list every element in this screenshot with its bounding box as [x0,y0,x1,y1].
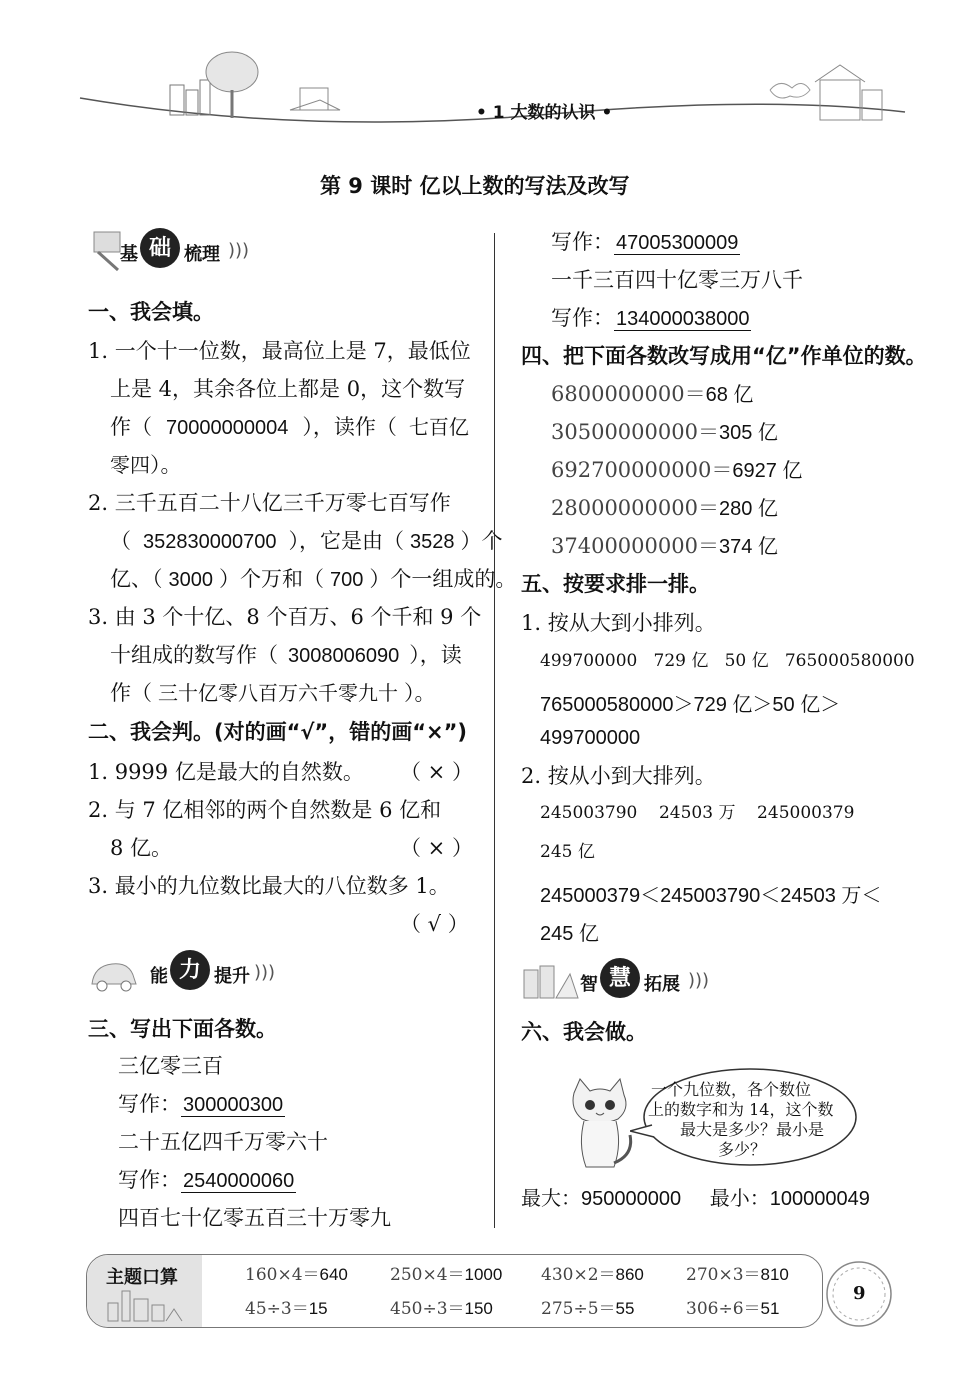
part2-q2-line1: 2. 与 7 亿相邻的两个自然数是 6 亿和 [88,798,442,822]
part2-q2-line2: 8 亿。 [110,836,173,860]
part2-q3: 3. 最小的九位数比最大的八位数多 1。 [88,874,450,898]
part6-heading: 六、我会做。 [521,1020,647,1044]
city-icon [100,1285,190,1323]
section-jichu-badge: 础 [140,228,180,268]
section-zhihui-char1: 智 [580,974,598,995]
part1-q1-line4: 零四）。 [110,453,182,477]
part6-answer: 最大：950000000 最小：100000049 [521,1186,870,1210]
part3-item4-words: 一千三百四十亿零三万八千 [551,268,803,292]
cat-illustration [560,1075,640,1175]
part4-heading: 四、把下面各数改写成用“亿”作单位的数。 [521,344,927,368]
part4-row: 28000000000＝280 亿 [551,496,778,520]
part3-item1-words: 三亿零三百 [118,1054,223,1078]
section-zhihui-badge: 慧 [600,958,640,998]
books-icon [520,960,580,1002]
part2-q1: 1. 9999 亿是最大的自然数。 [88,760,364,784]
part1-q1-line2: 上是 4，其余各位上都是 0，这个数写 [110,377,466,401]
q1-answer-number: 70000000004 [166,417,289,439]
part2-q2-answer: （ × ） [400,836,473,860]
part4-row: 37400000000＝374 亿 [551,534,778,558]
footer-calc: 275÷5＝55 [541,1299,635,1319]
section-jichu: 基 础 梳理 ))) [88,228,288,272]
part2-q1-answer: （ × ） [400,760,473,784]
part5-q1-answer1: 765000580000＞729 亿＞50 亿＞ [540,694,841,716]
section-jichu-char1: 基 [120,244,138,265]
part5-q2-numbers2: 245 亿 [540,842,595,862]
footer-calc: 250×4＝1000 [390,1265,503,1285]
section-nengli-badge: 力 [170,950,210,990]
part5-q2: 2. 按从小到大排列。 [521,764,716,788]
column-divider [494,233,495,1228]
footer-calc: 430×2＝860 [541,1265,644,1285]
bubble-line4: 多少？ [718,1140,767,1159]
part1-q3-line2: 十组成的数写作（ 3008006090 ），读 [110,643,462,667]
part1-heading: 一、我会填。 [88,300,214,324]
q1-answer-reading: 七百亿 [408,415,469,439]
part5-q2-numbers: 245003790 24503 万 245000379 [540,803,855,823]
footer-calc: 306÷6＝51 [686,1299,780,1319]
part1-q2-line2: （ 352830000700 ），它是由（ 3528 ）个 [110,529,503,553]
part3-item1-answer: 写作： 300000300 [118,1092,284,1116]
footer-calc: 270×3＝810 [686,1265,789,1285]
part1-q3-line3: 作（ 三十亿零八百万六千零九十 ）。 [110,681,436,705]
part3-item2-words: 二十五亿四千万零六十 [118,1130,328,1154]
part3-item4-answer: 写作： 134000038000 [551,306,750,330]
part5-q2-answer1: 245000379＜245003790＜24503 万＜ [540,885,882,907]
page-title: 第 9 课时 亿以上数的写法及改写 [320,174,630,198]
bubble-line3: 最大是多少？最小是 [680,1120,825,1139]
part5-heading: 五、按要求排一排。 [521,572,710,596]
part3-item3-answer: 写作： 47005300009 [551,230,739,254]
part2-heading: 二、我会判。(对的画“√”，错的画“×”) [88,720,468,744]
section-jichu-label: 梳理 [184,244,220,265]
section-nengli-char1: 能 [150,966,168,987]
part3-item2-answer: 写作： 2540000060 [118,1168,295,1192]
section-zhihui: 智 慧 拓展 ))) [520,958,730,1002]
part4-row: 6800000000＝68 亿 [551,382,754,406]
footer-label: 主题口算 [106,1267,178,1288]
part2-q3-answer: （ √ ） [400,912,469,936]
part1-q2-line3: 亿、（ 3000 ）个万和（ 700 ）个一组成的。 [110,567,517,591]
part3-heading: 三、写出下面各数。 [88,1017,277,1041]
footer-calc: 45÷3＝15 [245,1299,328,1319]
section-nengli: 能 力 提升 ))) [88,950,288,994]
unit-header: • 1 大数的认识 • [476,103,613,123]
part3-item3-words: 四百七十亿零五百三十万零九 [118,1206,391,1230]
part1-q1-line3: 作（ 70000000004 ），读作（ 七百亿 [110,415,469,439]
bubble-line2: 上的数字和为 14，这个数 [648,1100,834,1119]
part1-q2-line1: 2. 三千五百二十八亿三千万零七百写作 [88,491,451,515]
part4-row: 692700000000＝6927 亿 [551,458,803,482]
bubble-line1: 一个九位数，各个数位 [651,1080,812,1099]
section-zhihui-label: 拓展 [644,974,680,995]
page-number: 9 [853,1283,866,1304]
part5-q1: 1. 按从大到小排列。 [521,611,716,635]
part1-q1-line1: 1. 一个十一位数，最高位上是 7，最低位 [88,339,471,363]
part4-row: 30500000000＝305 亿 [551,420,778,444]
part5-q2-answer2: 245 亿 [540,923,599,945]
part5-q1-answer2: 499700000 [540,727,641,749]
footer-calc: 160×4＝640 [245,1265,348,1285]
footer-calc: 450÷3＝150 [390,1299,493,1319]
part1-q3-line1: 3. 由 3 个十亿、8 个百万、6 个千和 9 个 [88,605,482,629]
section-nengli-label: 提升 [214,966,250,987]
car-icon [88,954,140,994]
part5-q1-numbers: 499700000 729 亿 50 亿 765000580000 [540,651,915,671]
